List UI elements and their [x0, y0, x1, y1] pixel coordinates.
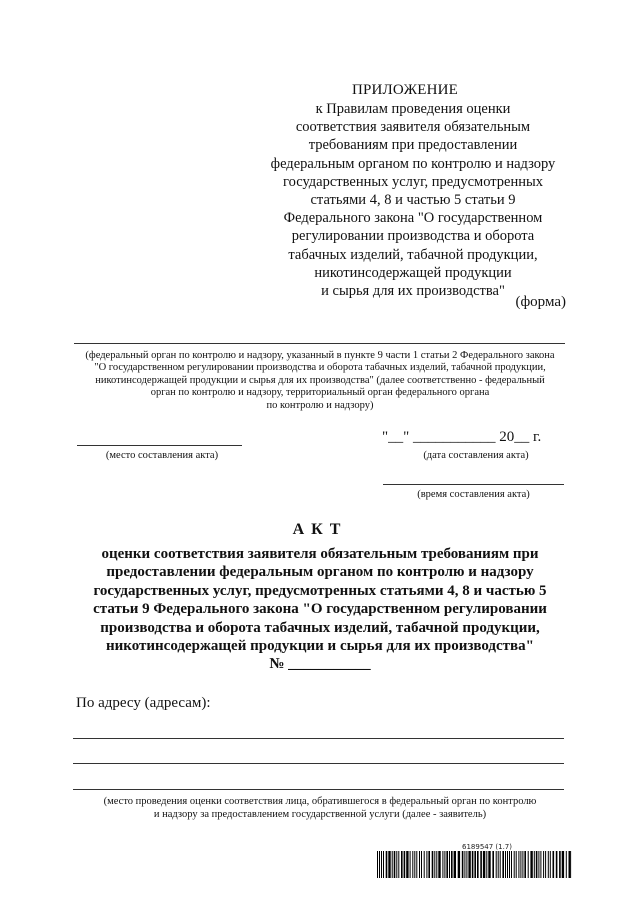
date-field: "__" ___________ 20__ г. — [382, 429, 542, 445]
form-label: (форма) — [515, 294, 566, 310]
act-subtitle-line: производства и оборота табачных изделий, табачной продукции, — [100, 619, 540, 636]
place-field-line — [77, 445, 242, 446]
act-subtitle-line: статьи 9 Федерального закона "О государственном регулировании — [93, 601, 547, 618]
address-field-line — [73, 738, 564, 739]
address-caption-line: и надзору за предоставлением государственной услуги (далее - заявитель) — [153, 809, 487, 820]
barcode-icon — [377, 851, 572, 878]
address-field-line — [73, 789, 564, 790]
place-caption: (место составления акта) — [105, 450, 219, 461]
appendix-line: к Правилам проведения оценки — [315, 101, 511, 117]
org-caption-line: "О государственном регулировании производства и оборота табачных изделий, табачной продукции, — [94, 362, 546, 374]
org-name-field-line — [74, 343, 565, 344]
appendix-line: государственных услуг, предусмотренных — [283, 173, 543, 190]
act-number-line: № ___________ — [269, 656, 371, 673]
address-caption-line: (место проведения оценки соответствия лица, обратившегося в федеральный орган по контролю — [103, 796, 537, 807]
appendix-line: соответствия заявителя обязательным — [295, 119, 531, 136]
act-subtitle-line: государственных услуг, предусмотренных статьями 4, 8 и частью 5 — [93, 582, 547, 599]
address-label: По адресу (адресам): — [76, 695, 211, 711]
org-caption-line: орган по контролю и надзору, территориальный орган федерального органа — [150, 387, 490, 399]
time-field-line — [383, 484, 564, 485]
appendix-line: Федерального закона "О государственном — [283, 210, 543, 227]
appendix-line: статьями 4, 8 и частью 5 статьи 9 — [310, 192, 516, 209]
act-subtitle-line: оценки соответствия заявителя обязательным требованиям при — [101, 546, 539, 562]
time-caption: (время составления акта) — [417, 489, 530, 500]
appendix-text — [255, 100, 571, 300]
appendix-line: никотинсодержащей продукции — [314, 264, 512, 281]
appendix-line: и сырья для их производства" — [321, 283, 505, 300]
appendix-line: регулировании производства и оборота — [291, 228, 535, 245]
date-caption: (дата составления акта) — [423, 450, 529, 461]
address-caption — [70, 795, 570, 821]
org-caption-line: никотинсодержащей продукции и сырья для их производства" (далее соответственно - федеральный — [95, 374, 545, 386]
appendix-line: федеральным органом по контролю и надзору — [270, 155, 556, 172]
org-caption — [60, 350, 580, 412]
act-subtitle-line: никотинсодержащей продукции и сырья для их производства" — [106, 638, 534, 655]
org-caption-line: (федеральный орган по контролю и надзору, указанный в пункте 9 части 1 статьи 2 Федерального закона — [85, 350, 555, 361]
act-subtitle — [70, 545, 570, 674]
act-title: АКТ — [292, 521, 348, 538]
document-code: 6189547 (1.7) — [462, 843, 512, 851]
appendix-line: табачных изделий, табачной продукции, — [288, 246, 538, 263]
appendix-title: ПРИЛОЖЕНИЕ — [351, 82, 459, 98]
address-field-line — [73, 763, 564, 764]
org-caption-line: по контролю и надзору) — [266, 399, 374, 411]
act-subtitle-line: предоставлении федеральным органом по контролю и надзору — [106, 564, 534, 581]
appendix-line: требованиям при предоставлении — [308, 137, 518, 154]
